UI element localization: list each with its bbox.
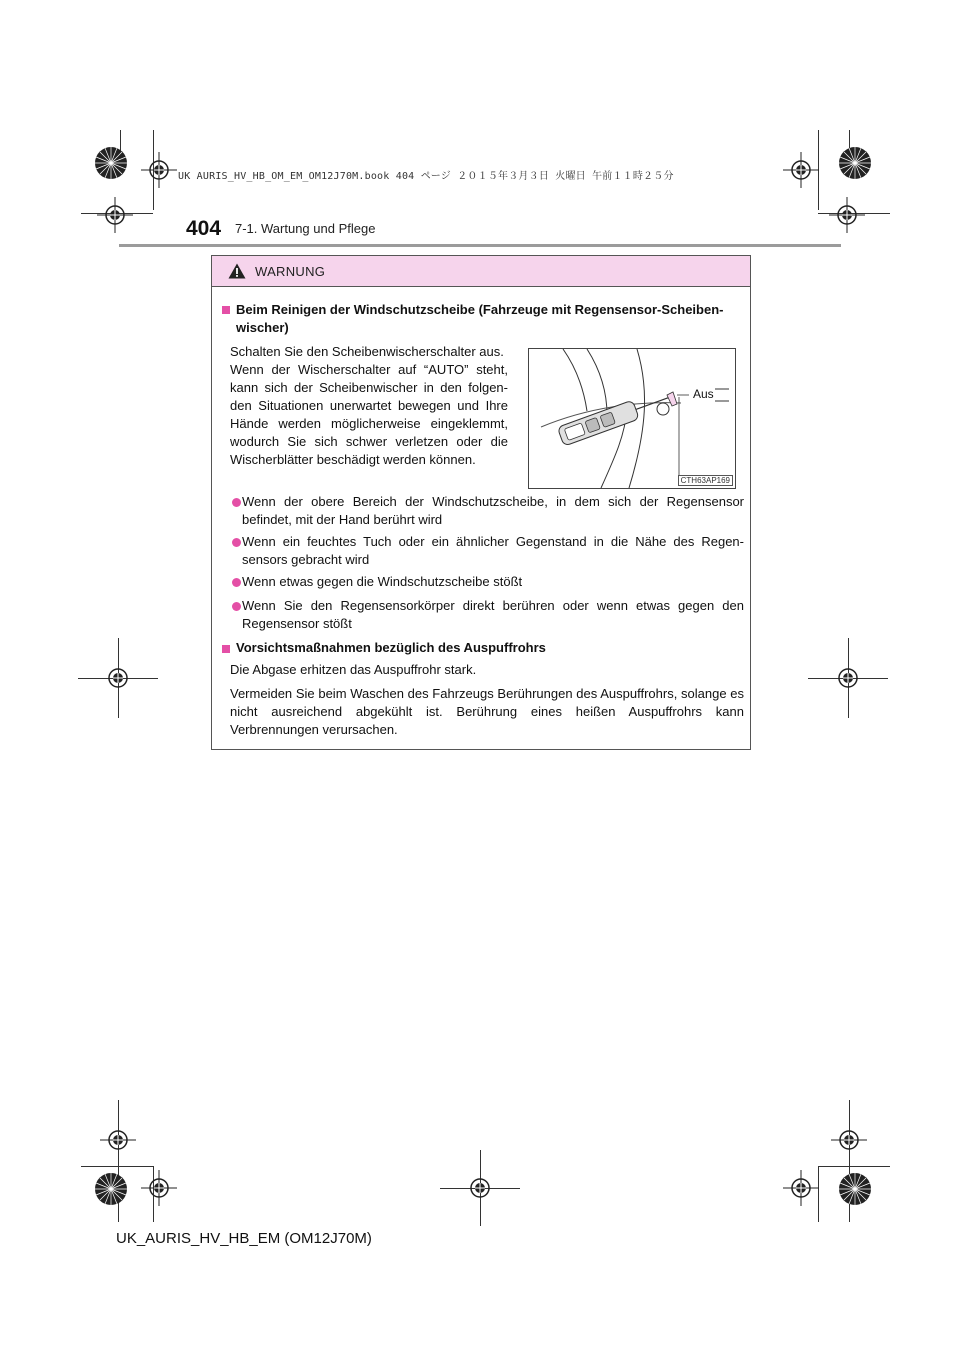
intro-paragraph: Schalten Sie den Scheibenwischerschalter aus. Wenn der Wischerschalter auf “AUTO” steht, kann sich der Scheibenwischer in den folgen-den Situationen unerwartet bewegen und Ihre Hände werden möglicherweise eingeklemmt, wodurch Sie sich schwer verletzen oder die Wischerblätter beschädigt werden können. <box>230 344 508 467</box>
page-number: 404 <box>186 217 222 240</box>
wiper-lever-drawing <box>529 349 735 488</box>
paragraph: Vermeiden Sie beim Waschen des Fahrzeugs Berührungen des Auspuffrohrs, solange es nicht ausreichend abgekühlt ist. Berührung eines heißen Auspuffrohrs kann Verbrennungen verursachen. <box>230 686 744 737</box>
list-item: Wenn Sie den Regensensorkörper direkt berühren oder wenn etwas gegen den Regensensor stößt <box>242 598 744 631</box>
print-slug: UK AURIS_HV_HB_OM_EM_OM12J70M.book 404 ページ ２０１５年３月３日 火曜日 午前１１時２５分 <box>178 171 674 182</box>
crosshair-icon <box>783 1170 819 1206</box>
crop-line <box>818 1166 890 1167</box>
registration-star-icon <box>94 146 128 180</box>
crosshair-icon <box>141 152 177 188</box>
wiper-switch-illustration <box>528 348 736 489</box>
list-item: Wenn der obere Bereich der Windschutzscheibe, in dem sich der Regensensor befindet, mit der Hand berührt wird <box>242 494 744 527</box>
list-item: Wenn ein feuchtes Tuch oder ein ähnlicher Gegenstand in die Nähe des Regen-sensors gebracht wird <box>242 534 744 567</box>
round-bullet-icon <box>232 578 241 587</box>
crosshair-icon <box>100 660 136 696</box>
registration-star-icon <box>838 146 872 180</box>
square-bullet-icon <box>222 645 230 653</box>
crosshair-icon <box>831 1122 867 1158</box>
crosshair-icon <box>100 1122 136 1158</box>
crosshair-icon <box>830 660 866 696</box>
header-rule <box>119 244 841 247</box>
crop-line <box>81 1166 153 1167</box>
round-bullet-icon <box>232 602 241 611</box>
section-heading: Vorsichtsmaßnahmen bezüglich des Auspuffrohrs <box>236 640 546 655</box>
round-bullet-icon <box>232 538 241 547</box>
registration-star-icon <box>838 1172 872 1206</box>
warning-header <box>212 256 750 287</box>
crosshair-icon <box>462 1170 498 1206</box>
paragraph: Die Abgase erhitzen das Auspuffrohr stark. <box>230 662 477 677</box>
section-title: 7-1. Wartung und Pflege <box>235 221 376 236</box>
crosshair-icon <box>829 197 865 233</box>
section-heading: Beim Reinigen der Windschutzscheibe (Fahrzeuge mit Regensensor-Scheiben-wischer) <box>236 302 724 335</box>
warning-label: WARNUNG <box>255 263 326 279</box>
registration-star-icon <box>94 1172 128 1206</box>
callout-label: Aus <box>693 387 714 401</box>
document-code: UK_AURIS_HV_HB_EM (OM12J70M) <box>116 1230 372 1247</box>
crosshair-icon <box>783 152 819 188</box>
square-bullet-icon <box>222 306 230 314</box>
warning-box <box>211 255 751 750</box>
list-item: Wenn etwas gegen die Windschutzscheibe stößt <box>242 574 523 589</box>
warning-triangle-icon <box>228 263 246 279</box>
figure-code: CTH63AP169 <box>678 475 733 486</box>
round-bullet-icon <box>232 498 241 507</box>
crosshair-icon <box>141 1170 177 1206</box>
crosshair-icon <box>97 197 133 233</box>
